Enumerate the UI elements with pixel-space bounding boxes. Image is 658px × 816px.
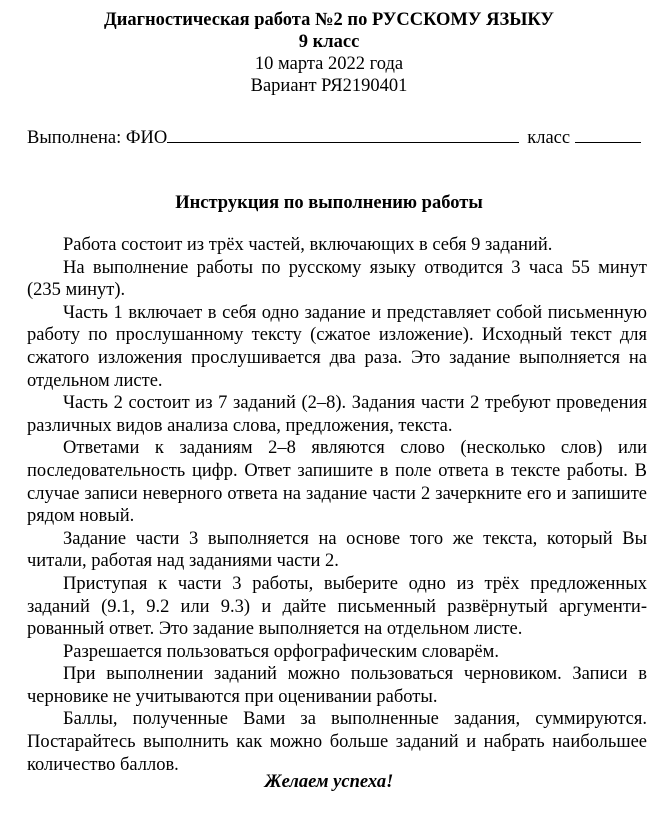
instruction-paragraph: Ответами к заданиям 2–8 являются слово (несколько слов) или последовательность цифр. Ответ запишите в поле ответа в тексте работы. В случае записи неверного ответа на задание части 2 зачеркните его и запишите рядом новый. [27,438,647,527]
fio-label: Выполнена: ФИО [27,128,168,148]
grade-label: 9 класс [298,32,360,52]
fio-blank [167,126,519,143]
closing-wish: Желаем успеха! [264,772,394,792]
instruction-paragraph: Часть 1 включает в себя одно задание и представляет собой письменную работу по прослушанному тексту (сжатое изложение). Исходный текст для сжатого изложения прослушивается два раза. Это задание выполняется на отдельном листе. [27,302,647,391]
fio-line [27,126,647,149]
document-title: Диагностическая работа №2 по РУССКОМУ ЯЗЫКУ [103,10,555,30]
instruction-paragraph: Задание части 3 выполняется на основе того же текста, который Вы читали, работая над заданиями части 2. [27,528,647,572]
class-blank [575,126,641,143]
instruction-paragraph: Разрешается пользоваться орфографическим словарём. [63,641,499,662]
instruction-paragraph: Часть 2 состоит из 7 заданий (2–8). Задания части 2 требуют проведения различных видов анализа слова, предложения, текста. [27,393,647,436]
document-header [0,9,658,97]
instructions-body [27,234,647,776]
instruction-paragraph: При выполнении заданий можно пользоваться черновиком. Записи в черновике не учитываются при оценивании работы. [27,664,647,707]
instruction-paragraph: На выполнение работы по русскому языку отводится 3 часа 55 минут (235 минут). [27,257,647,301]
class-label: класс [527,128,571,148]
instruction-paragraph: Работа состоит из трёх частей, включающих в себя 9 заданий. [63,235,553,255]
instruction-paragraph: Приступая к части 3 работы, выберите одно из трёх предложенных заданий (9.1, 9.2 или 9.3) и дайте письменный развёрнутый аргументированный ответ. Это задание выполняется на отдельном листе. [27,573,647,640]
exam-date: 10 марта 2022 года [254,54,404,74]
instructions-title: Инструкция по выполнению работы [175,193,483,213]
variant-label: Вариант РЯ2190401 [250,76,408,96]
instruction-paragraph: Баллы, полученные Вами за выполненные задания, суммируются. Постарайтесь выполнить как можно больше заданий и набрать наибольшее количество баллов. [27,709,647,775]
